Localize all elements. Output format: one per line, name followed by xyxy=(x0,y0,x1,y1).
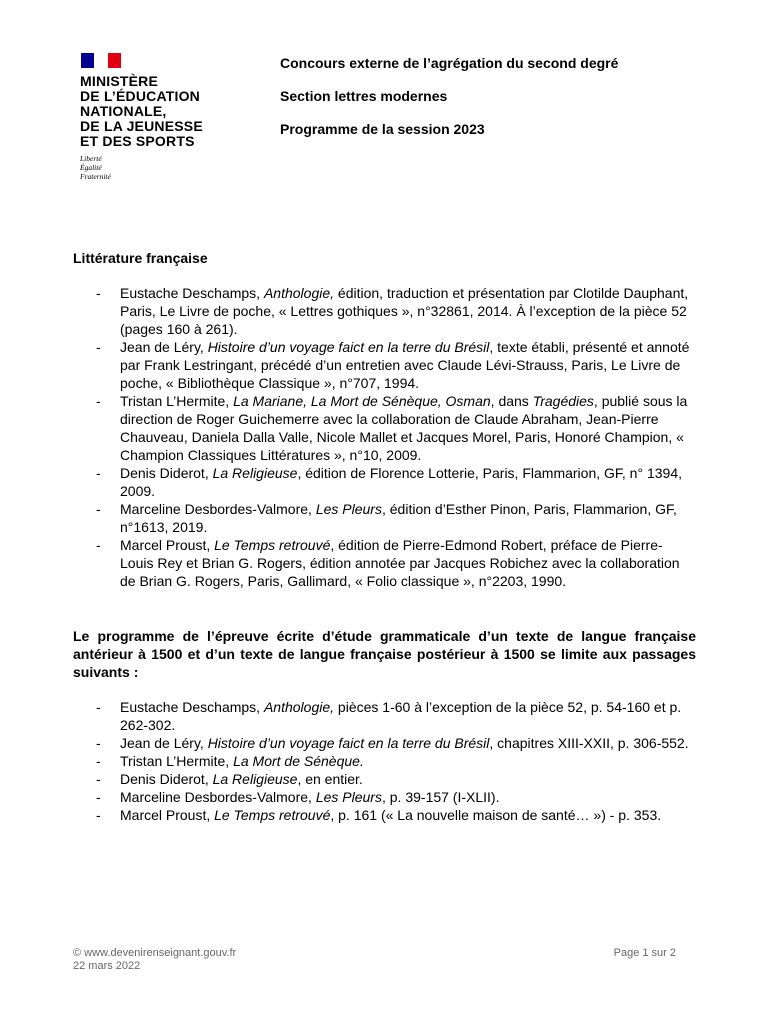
list-item xyxy=(96,536,696,590)
grammar-passages-list xyxy=(96,698,696,824)
item-details: , texte établi, présenté et annoté par Frank Lestringant, précédé d’un entretien avec Claude Lévi-Strauss, Paris, Le Livre de poche, « Bibliothèque Classique », n°707, 1994. xyxy=(120,339,690,391)
footer-date: 22 mars 2022 xyxy=(73,960,141,972)
item-author: Marceline Desbordes-Valmore, xyxy=(120,789,316,805)
session-title: Programme de la session 2023 xyxy=(280,121,485,137)
footer-site: © www.devenirenseignant.gouv.fr xyxy=(73,947,237,959)
item-details: , édition de Pierre-Edmond Robert, préface de Pierre-Louis Rey et Brian G. Rogers, édition annotée par Jacques Robichez avec la collaboration de Brian G. Rogers, Paris, Gallimard, « Folio classique », n°2203, 1990. xyxy=(120,537,680,589)
literature-list xyxy=(96,284,696,590)
list-item xyxy=(96,464,696,500)
item-title: Le Temps retrouvé xyxy=(214,807,331,823)
ministry-line: ET DES SPORTS xyxy=(80,133,195,149)
item-title: Les Pleurs xyxy=(315,789,382,805)
item-title: La Mariane, La Mort de Sénèque, Osman xyxy=(233,393,491,409)
french-flag-icon xyxy=(81,53,121,68)
item-author: Denis Diderot, xyxy=(120,771,213,787)
list-item xyxy=(96,734,696,752)
section-name: Section lettres modernes xyxy=(280,88,448,104)
item-title: Anthologie, xyxy=(263,285,335,301)
item-title: Le Temps retrouvé xyxy=(214,537,331,553)
item-details: , p. 39-157 (I-XLII). xyxy=(381,789,500,805)
item-author: Eustache Deschamps, xyxy=(120,699,264,715)
list-item xyxy=(96,806,696,824)
item-author: Tristan L’Hermite, xyxy=(120,393,234,409)
item-author: Denis Diderot, xyxy=(120,465,213,481)
ministry-line: NATIONALE, xyxy=(80,103,167,119)
ministry-line: MINISTÈRE xyxy=(80,73,159,89)
item-title: Les Pleurs xyxy=(315,501,382,517)
item-author: Marcel Proust, xyxy=(120,537,215,553)
list-item xyxy=(96,770,696,788)
section-heading: Littérature française xyxy=(73,250,208,266)
republic-motto xyxy=(80,154,220,181)
flag-red-band xyxy=(108,53,121,68)
item-title: Histoire d’un voyage faict en la terre du Brésil xyxy=(207,735,490,751)
item-details: , édition de Florence Lotterie, Paris, Flammarion, GF, n° 1394, 2009. xyxy=(120,465,682,499)
motto-line: Égalité xyxy=(80,163,102,172)
item-details: , édition d’Esther Pinon, Paris, Flammarion, GF, n°1613, 2019. xyxy=(120,501,677,535)
item-author: Eustache Deschamps, xyxy=(120,285,264,301)
document-header xyxy=(280,55,618,154)
ministry-name xyxy=(80,74,220,149)
item-details: , publié sous la direction de Roger Guichemerre avec la collaboration de Claude Abraham, Jean-Pierre Chauveau, Daniela Dalla Valle, Nicole Mallet et Jacques Morel, Paris, Honoré Champion, « Champion Classiques Littératures », n°10, 2009. xyxy=(120,393,688,463)
list-item xyxy=(96,788,696,806)
motto-line: Fraternité xyxy=(80,172,111,181)
item-author: Marceline Desbordes-Valmore, xyxy=(120,501,316,517)
item-details: , en entier. xyxy=(297,771,363,787)
item-details: édition, traduction et présentation par Clotilde Dauphant, Paris, Le Livre de poche, « Lettres gothiques », n°32861, 2014. À l’exception de la pièce 52 (pages 160 à 261). xyxy=(120,285,689,337)
item-author: Marcel Proust, xyxy=(120,807,215,823)
item-author: Jean de Léry, xyxy=(120,735,208,751)
list-item xyxy=(96,752,696,770)
item-details: pièces 1-60 à l’exception de la pièce 52, p. 54-160 et p. 262-302. xyxy=(120,699,682,733)
item-details: , p. 161 (« La nouvelle maison de santé… ») - p. 353. xyxy=(330,807,662,823)
item-collection-title: Tragédies xyxy=(532,393,594,409)
item-title: Anthologie, xyxy=(263,699,335,715)
ministry-line: DE LA JEUNESSE xyxy=(80,118,203,134)
motto-line: Liberté xyxy=(80,154,102,163)
grammar-intro: Le programme de l’épreuve écrite d’étude grammaticale d’un texte de langue française antérieur à 1500 et d’un texte de langue française postérieur à 1500 se limite aux passages suivants : xyxy=(73,628,696,680)
list-item xyxy=(96,392,696,464)
item-details: , chapitres XIII-XXII, p. 306-552. xyxy=(489,735,689,751)
exam-title: Concours externe de l’agrégation du second degré xyxy=(280,55,619,71)
page-number: Page 1 sur 2 xyxy=(613,947,676,959)
item-author: Tristan L’Hermite, xyxy=(120,753,234,769)
item-title: La Mort de Sénèque. xyxy=(233,753,364,769)
list-item xyxy=(96,500,696,536)
item-author: Jean de Léry, xyxy=(120,339,208,355)
list-item xyxy=(96,284,696,338)
list-item xyxy=(96,338,696,392)
ministry-line: DE L’ÉDUCATION xyxy=(80,88,200,104)
item-connector: , dans xyxy=(490,393,533,409)
flag-white-band xyxy=(94,53,107,68)
flag-blue-band xyxy=(81,53,94,68)
item-title: Histoire d’un voyage faict en la terre du Brésil xyxy=(207,339,490,355)
item-title: La Religieuse xyxy=(212,465,298,481)
ministry-logo xyxy=(80,53,220,181)
item-title: La Religieuse xyxy=(212,771,298,787)
footer-left xyxy=(73,947,236,973)
list-item xyxy=(96,698,696,734)
